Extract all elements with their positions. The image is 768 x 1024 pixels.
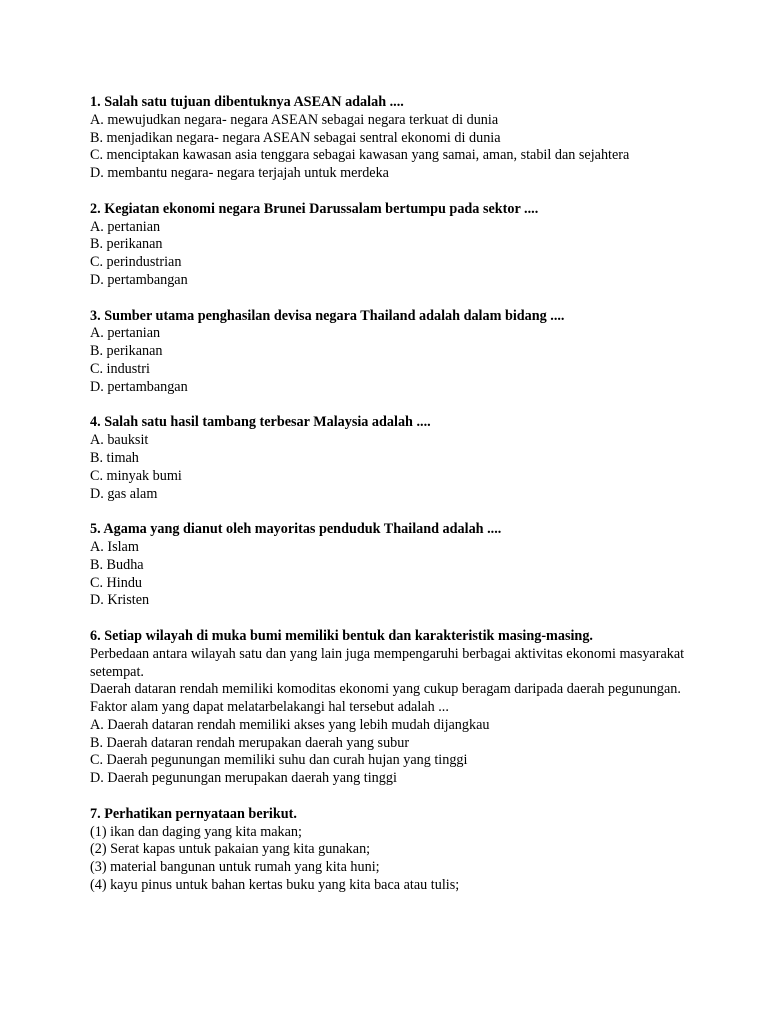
answer-option: C. minyak bumi [90,467,182,484]
question-7 [90,806,690,895]
answer-option: A. Daerah dataran rendah memiliki akses yang lebih mudah dijangkau [90,716,490,733]
question-title: 3. Sumber utama penghasilan devisa negara Thailand adalah dalam bidang .... [90,307,565,324]
answer-option: C. Daerah pegunungan memiliki suhu dan curah hujan yang tinggi [90,752,468,769]
question-4 [90,414,690,503]
answer-option: D. Kristen [90,592,150,609]
question-6 [90,628,690,788]
answer-option: D. gas alam [90,485,158,502]
answer-option: C. industri [90,360,150,377]
question-text-line: Faktor alam yang dapat melatarbelakangi hal tersebut adalah ... [90,699,449,716]
question-text-line: Perbedaan antara wilayah satu dan yang lain juga mempengaruhi berbagai aktivitas ekonomi masyarakat setempat. [90,645,685,680]
answer-option: D. Daerah pegunungan merupakan daerah yang tinggi [90,770,397,787]
answer-option: B. timah [90,449,139,466]
question-text-line: (3) material bangunan untuk rumah yang kita huni; [90,859,380,876]
answer-option: D. pertambangan [90,271,188,288]
answer-option: C. menciptakan kawasan asia tenggara sebagai kawasan yang samai, aman, stabil dan sejahtera [90,147,630,164]
question-title: 2. Kegiatan ekonomi negara Brunei Darussalam bertumpu pada sektor .... [90,200,539,217]
question-text-line: (2) Serat kapas untuk pakaian yang kita gunakan; [90,841,371,858]
question-text-line: Daerah dataran rendah memiliki komoditas ekonomi yang cukup beragam daripada daerah pegunungan. [90,681,681,698]
answer-option: A. pertanian [90,325,161,342]
question-title: 6. Setiap wilayah di muka bumi memiliki bentuk dan karakteristik masing-masing. [90,627,593,644]
question-title: 5. Agama yang dianut oleh mayoritas penduduk Thailand adalah .... [90,521,502,538]
answer-option: B. perikanan [90,343,163,360]
question-3 [90,308,690,397]
answer-option: A. Islam [90,538,139,555]
question-5 [90,521,690,610]
question-title: 7. Perhatikan pernyataan berikut. [90,805,297,822]
answer-option: C. perindustrian [90,254,182,271]
answer-option: A. pertanian [90,218,161,235]
answer-option: B. Budha [90,556,144,573]
answer-option: B. menjadikan negara- negara ASEAN sebagai sentral ekonomi di dunia [90,129,501,146]
answer-option: A. bauksit [90,432,149,449]
question-list [90,94,690,913]
answer-option: A. mewujudkan negara- negara ASEAN sebagai negara terkuat di dunia [90,111,499,128]
question-text-line: (1) ikan dan daging yang kita makan; [90,823,302,840]
answer-option: B. Daerah dataran rendah merupakan daerah yang subur [90,734,410,751]
question-title: 4. Salah satu hasil tambang terbesar Malaysia adalah .... [90,414,431,431]
question-1 [90,94,690,183]
question-text-line: (4) kayu pinus untuk bahan kertas buku yang kita baca atau tulis; [90,877,460,894]
answer-option: C. Hindu [90,574,143,591]
answer-option: B. perikanan [90,236,163,253]
question-2 [90,201,690,290]
answer-option: D. pertambangan [90,378,188,395]
answer-option: D. membantu negara- negara terjajah untuk merdeka [90,165,389,182]
question-title: 1. Salah satu tujuan dibentuknya ASEAN adalah .... [90,94,404,110]
